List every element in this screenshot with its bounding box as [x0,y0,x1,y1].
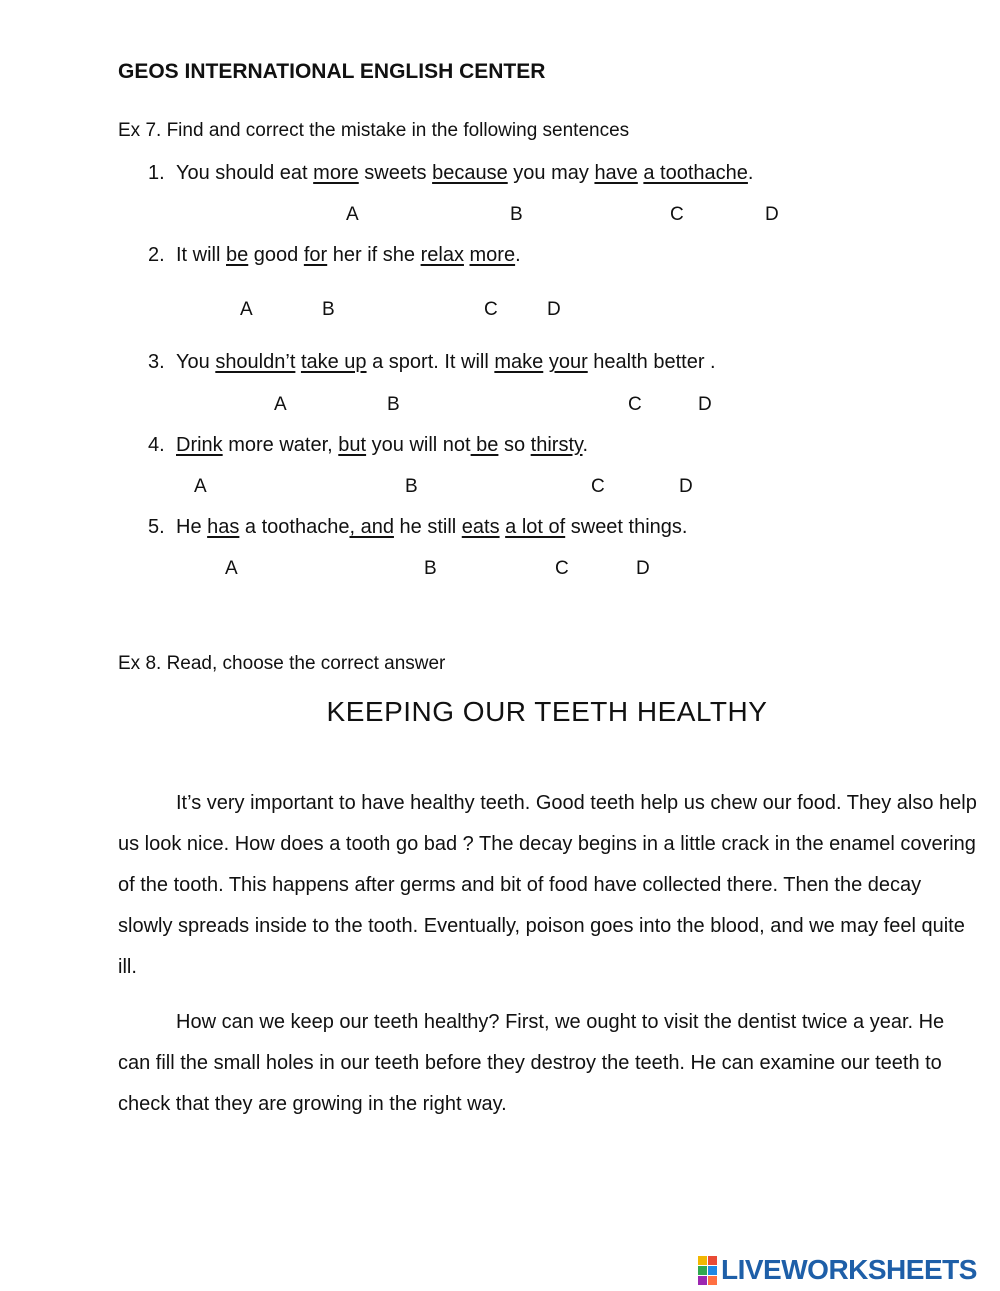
option-letter-b: B [510,204,523,225]
sentence-5 [176,516,687,539]
underlined-option-a: has [207,516,240,538]
logo-block [708,1266,717,1275]
underlined-option-a: be [226,244,249,266]
logo-text: LIVEWORKSHEETS [721,1254,977,1285]
sentence-3 [176,351,716,374]
logo-block [698,1256,707,1265]
underlined-option-b: , and [349,516,394,538]
option-letter-c: C [591,476,605,497]
reading-title: KEEPING OUR TEETH HEALTHY [326,696,768,727]
option-letter-d: D [636,558,650,579]
logo-block [698,1266,707,1275]
reading-paragraph-2 [118,1002,980,1125]
sentence-4 [176,434,588,457]
logo-block [698,1276,707,1285]
option-letter-c: C [555,558,569,579]
sentence-text: . [515,244,521,266]
underlined-option-b: for [303,244,328,266]
option-letter-d: D [547,299,561,320]
sentence-text: He [176,516,208,538]
option-letter-b: B [405,476,418,497]
logo-block [708,1256,717,1265]
option-letter-c: C [484,299,498,320]
sentence-number: 5. [148,516,165,538]
sentence-number: 1. [148,162,165,184]
sentence-text: you may [507,162,595,184]
underlined-option-c: eats [461,516,500,538]
option-letter-b: B [387,394,400,415]
ex7-title: Ex 7. Find and correct the mistake in the following sentences [118,120,630,141]
underlined-option-d: a toothache [643,162,748,184]
option-letter-b: B [424,558,437,579]
sentence-text: he still [393,516,462,538]
option-letter-a: A [194,476,207,497]
option-letter-a: A [274,394,287,415]
sentence-text: sweet things. [565,516,688,538]
underlined-option-b: because [432,162,508,184]
sentence-1 [176,162,753,185]
sentence-number: 4. [148,434,165,456]
underlined-option-c: make [494,351,544,373]
underlined-option-b: but [338,434,367,456]
underlined-option-d: thirsty [530,434,583,456]
underlined-option-d: your [548,351,588,373]
option-letter-a: A [225,558,238,579]
underlined-option-c: be [470,434,499,456]
sentence-text: good [248,244,304,266]
option-letter-d: D [679,476,693,497]
logo-block [708,1276,717,1285]
underlined-option-b: take up [300,351,367,373]
option-letter-d: D [765,204,779,225]
underlined-option-d: a lot of [505,516,566,538]
sentence-text: you will not [366,434,471,456]
sentence-text: You should eat [176,162,314,184]
option-letter-b: B [322,299,335,320]
option-letter-a: A [240,299,253,320]
sentence-text: a sport. It will [366,351,495,373]
reading-paragraph-1 [118,783,980,988]
liveworksheets-logo [698,1252,977,1288]
underlined-option-c: have [594,162,638,184]
logo-blocks-icon [698,1256,717,1285]
sentence-number: 3. [148,351,165,373]
option-letter-c: C [628,394,642,415]
ex8-title: Ex 8. Read, choose the correct answer [118,653,446,674]
underlined-option-a: more [313,162,359,184]
sentence-text: sweets [358,162,433,184]
underlined-option-a: shouldn’t [215,351,296,373]
option-letter-d: D [698,394,712,415]
sentence-text: her if she [327,244,421,266]
sentence-text: . [582,434,589,456]
sentence-text: health better . [587,351,716,373]
option-letter-a: A [346,204,359,225]
paragraph-text: It’s very important to have healthy teeth. Good teeth help us chew our food. They also help us look nice. How does a tooth go bad ? The decay begins in a little crack in the enamel covering of the tooth. This happens after germs and bit of food have collected there. Then the decay slowly spreads inside to the tooth. Eventually, poison goes into the blood, and we may feel quite ill. [118,792,977,978]
underlined-option-d: more [469,244,516,266]
sentence-text: . [747,162,754,184]
sentence-text: You [176,351,216,373]
sentence-text: a toothache [239,516,350,538]
paragraph-text: How can we keep our teeth healthy? First, we ought to visit the dentist twice a year. He can fill the small holes in our teeth before they destroy the teeth. He can examine our teeth to check that they are growing in the right way. [118,1011,945,1115]
option-letter-c: C [670,204,684,225]
school-header: GEOS INTERNATIONAL ENGLISH CENTER [118,60,546,83]
sentence-text: It will [176,244,226,266]
sentence-2 [176,244,521,267]
sentence-text: more water, [222,434,339,456]
sentence-number: 2. [148,244,165,266]
underlined-option-a: Drink [176,434,223,456]
sentence-text: so [498,434,531,456]
underlined-option-c: relax [420,244,464,266]
